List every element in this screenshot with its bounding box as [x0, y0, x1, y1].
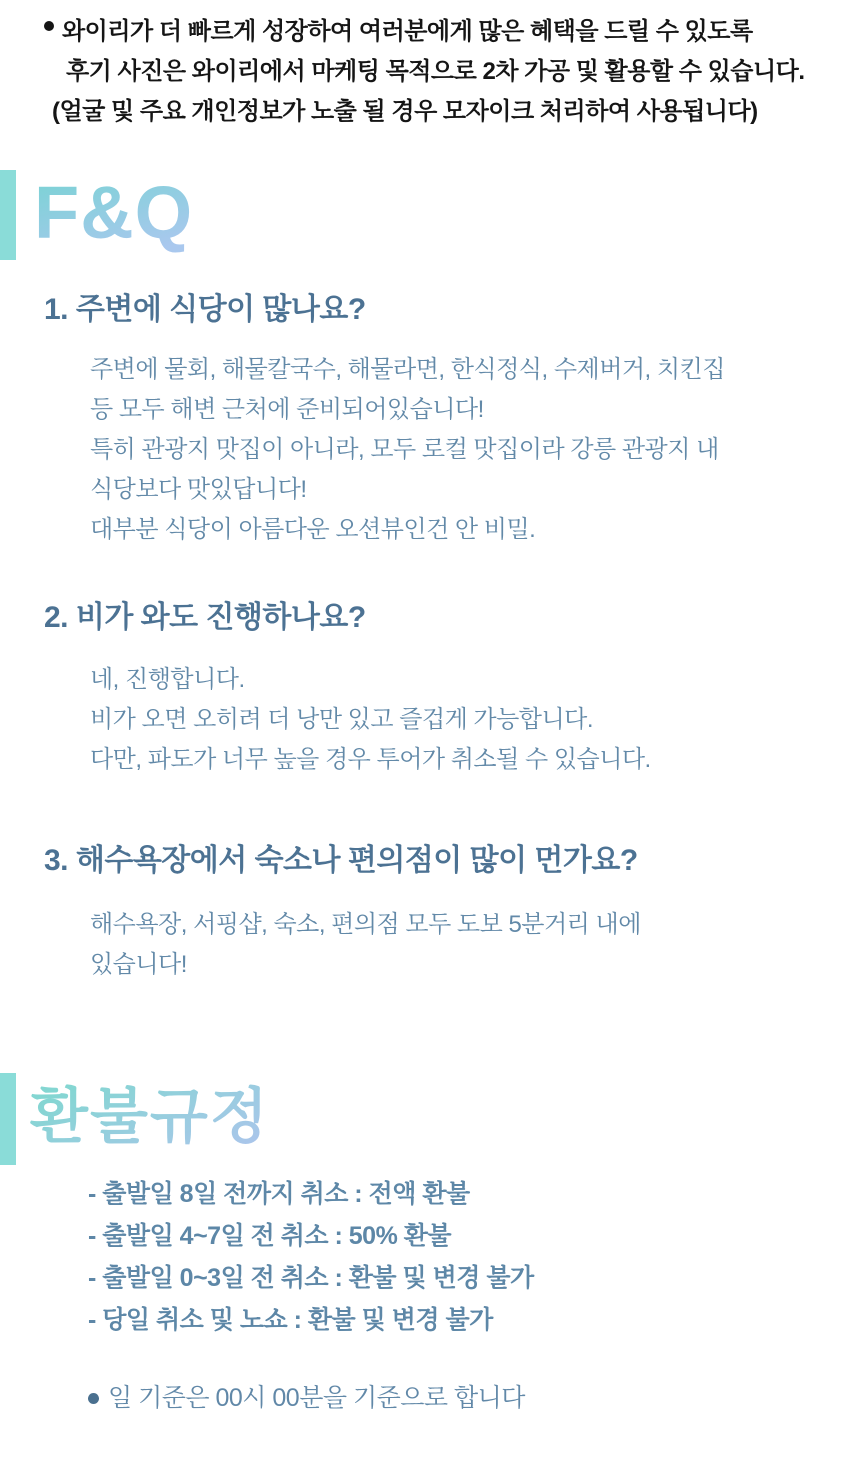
faq-answer-line: 대부분 식당이 아름다운 오션뷰인건 안 비밀. — [90, 516, 536, 543]
faq-question: 3. 해수욕장에서 숙소나 편의점이 많이 먼가요? — [44, 844, 638, 877]
faq-answer-line: 등 모두 해변 근처에 준비되어있습니다! — [90, 396, 484, 423]
faq-item — [0, 284, 860, 550]
refund-note-text: 일 기준은 00시 00분을 기준으로 합니다 — [108, 1384, 525, 1412]
faq-answer-line: 식당보다 맛있답니다! — [90, 476, 307, 503]
faq-section-title: F&Q — [34, 170, 193, 260]
faq-question: 2. 비가 와도 진행하나요? — [44, 601, 366, 634]
faq-answer-line: 특히 관광지 맛집이 아니라, 모두 로컬 맛집이라 강릉 관광지 내 — [90, 436, 719, 463]
faq-answer-line: 있습니다! — [90, 951, 187, 978]
intro-line — [0, 52, 860, 92]
faq-answer — [0, 660, 860, 780]
intro-line-text: 후기 사진은 와이리에서 마케팅 목적으로 2차 가공 및 활용할 수 있습니다. — [66, 58, 805, 85]
faq-section-heading — [0, 170, 860, 260]
faq-answer-line: 주변에 물회, 해물칼국수, 해물라면, 한식정식, 수제버거, 치킨집 — [90, 356, 725, 383]
faq-item — [0, 592, 860, 780]
intro-paragraph — [0, 0, 860, 132]
refund-rules-list — [0, 1173, 860, 1341]
faq-answer-line: 다만, 파도가 너무 높을 경우 투어가 취소될 수 있습니다. — [90, 746, 651, 773]
faq-question: 1. 주변에 식당이 많나요? — [44, 293, 366, 326]
bullet-icon — [44, 21, 54, 31]
faq-answer-line: 네, 진행합니다. — [90, 666, 245, 693]
intro-line-text: 와이리가 더 빠르게 성장하여 여러분에게 많은 혜택을 드릴 수 있도록 — [62, 18, 753, 45]
faq-answer-line: 비가 오면 오히려 더 낭만 있고 즐겁게 가능합니다. — [90, 706, 594, 733]
intro-line — [0, 92, 860, 132]
refund-rule: - 출발일 4~7일 전 취소 : 50% 환불 — [88, 1222, 452, 1250]
faq-answer-line: 해수욕장, 서핑샵, 숙소, 편의점 모두 도보 5분거리 내에 — [90, 911, 641, 938]
refund-section-title: 환불규정 — [30, 1073, 270, 1165]
faq-answer — [0, 350, 860, 550]
heading-accent-bar — [0, 1073, 16, 1165]
refund-note — [0, 1381, 860, 1415]
heading-accent-bar — [0, 170, 16, 260]
faq-answer — [0, 905, 860, 985]
refund-rule: - 출발일 8일 전까지 취소 : 전액 환불 — [88, 1180, 470, 1208]
refund-section-heading — [0, 1073, 860, 1165]
intro-line-text: (얼굴 및 주요 개인정보가 노출 될 경우 모자이크 처리하여 사용됩니다) — [52, 98, 758, 125]
faq-item — [0, 835, 860, 985]
bullet-icon — [88, 1393, 99, 1404]
refund-rule: - 출발일 0~3일 전 취소 : 환불 및 변경 불가 — [88, 1264, 534, 1292]
intro-line — [0, 12, 860, 52]
refund-rule: - 당일 취소 및 노쇼 : 환불 및 변경 불가 — [88, 1306, 493, 1334]
